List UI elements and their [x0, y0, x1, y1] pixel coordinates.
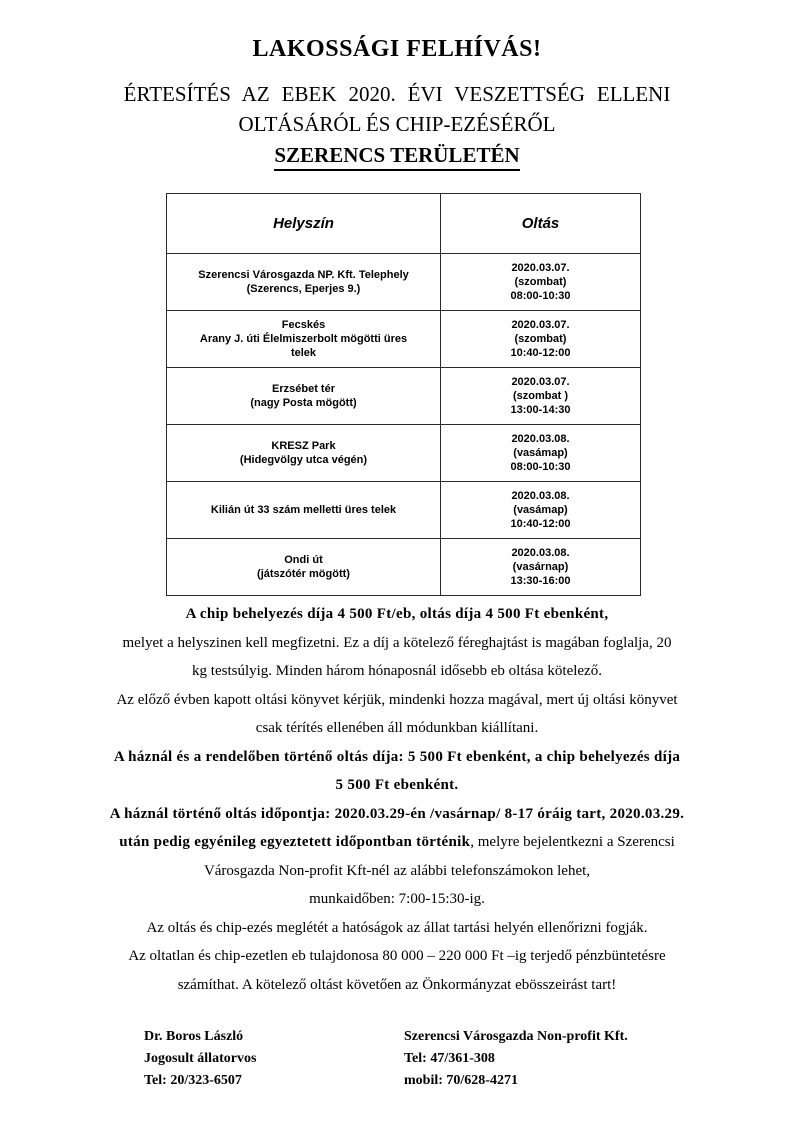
page-subtitle — [40, 79, 754, 139]
body-line — [56, 657, 738, 686]
schedule-cell — [441, 368, 641, 425]
cell-line: (vasárnap) — [512, 561, 569, 573]
text-segment: Az oltatlan és chip-ezetlen eb tulajdonosa 80 000 – 220 000 Ft –ig terjedő pénzbüntetésre — [128, 948, 666, 964]
section-title — [0, 143, 794, 171]
location-cell — [167, 254, 441, 311]
schedule-cell — [441, 254, 641, 311]
section-title-text: SZERENCS TERÜLETÉN — [274, 143, 519, 171]
schedule-cell — [441, 311, 641, 368]
cell-line: Ondi út — [284, 554, 323, 566]
location-cell — [167, 539, 441, 596]
cell-line: Erzsébet tér — [272, 383, 335, 395]
text-segment: munkaidőben: 7:00-15:30-ig. — [309, 891, 485, 907]
body-line — [56, 600, 738, 629]
table-row — [167, 539, 641, 596]
cell-line: 2020.03.07. — [511, 319, 570, 331]
body-line — [56, 971, 738, 1000]
text-segment: A chip behelyezés díja 4 500 Ft/eb, oltás díja 4 500 Ft ebenként, — [185, 606, 609, 622]
location-cell — [167, 311, 441, 368]
body-line — [56, 771, 738, 800]
body-line — [56, 942, 738, 971]
location-cell — [167, 368, 441, 425]
text-segment: Városgazda Non-profit Kft-nél az alábbi telefonszámokon lehet, — [203, 862, 591, 879]
schedule-table-body — [167, 254, 641, 596]
body-line — [56, 743, 738, 772]
cell-line: 10:40-12:00 — [510, 518, 571, 530]
cell-line: (Szerencs, Eperjes 9.) — [246, 283, 361, 295]
location-cell — [167, 482, 441, 539]
cell-line: 13:30-16:00 — [510, 575, 571, 587]
table-row — [167, 311, 641, 368]
body-line — [56, 885, 738, 914]
cell-line: 08:00-10:30 — [510, 461, 571, 473]
table-header-row — [167, 194, 641, 254]
cell-line: (vasámap) — [513, 504, 568, 516]
cell-line: (Hidegvölgy utca végén) — [239, 454, 368, 466]
cell-line: (szombat) — [514, 276, 567, 288]
text-segment: csak térítés ellenében áll módunkban kiállítani. — [255, 720, 539, 736]
cell-line: 2020.03.07. — [511, 376, 570, 388]
table-row — [167, 368, 641, 425]
footer-line: Jogosult állatorvos — [144, 1051, 257, 1066]
schedule-table — [166, 193, 641, 596]
body-line — [56, 686, 738, 715]
header-vaccination: Oltás — [441, 194, 641, 254]
body-line — [56, 828, 738, 857]
body-line — [56, 800, 738, 829]
cell-line: 10:40-12:00 — [510, 347, 571, 359]
footer-line: Tel: 47/361-308 — [404, 1051, 495, 1066]
cell-line: (szombat ) — [513, 390, 568, 402]
cell-line: (szombat) — [514, 333, 567, 345]
page-title: LAKOSSÁGI FELHÍVÁS! — [252, 36, 542, 62]
footer-line: Tel: 20/323-6507 — [144, 1073, 242, 1088]
text-segment: melyet a helyszinen kell megfizetni. Ez a díj a kötelező féreghajtást is magában foglalja, 20 — [122, 634, 672, 651]
schedule-cell — [441, 482, 641, 539]
table-row — [167, 254, 641, 311]
cell-line: 2020.03.08. — [511, 433, 570, 445]
body-line — [56, 629, 738, 658]
text-segment: Az oltás és chip-ezés meglétét a hatóságok az állat tartási helyén ellenőrizni fogják. — [146, 919, 648, 936]
cell-line: 2020.03.08. — [511, 490, 570, 502]
schedule-cell — [441, 425, 641, 482]
body-line — [56, 714, 738, 743]
cell-line: (vasámap) — [513, 447, 568, 459]
footer-line: Szerencsi Városgazda Non-profit Kft. — [404, 1029, 628, 1044]
cell-line: Szerencsi Városgazda NP. Kft. Telephely — [198, 269, 409, 281]
location-cell — [167, 425, 441, 482]
body-line — [56, 914, 738, 943]
cell-line: 2020.03.08. — [511, 547, 570, 559]
cell-line: KRESZ Park — [271, 440, 336, 452]
cell-line: Kilián út 33 szám melletti üres telek — [210, 504, 397, 516]
subtitle-line-1: ÉRTESÍTÉS AZ EBEK 2020. ÉVI VESZETTSÉG ELLENI — [123, 82, 671, 106]
cell-line: 08:00-10:30 — [510, 290, 571, 302]
cell-line: 13:00-14:30 — [510, 404, 571, 416]
body-text — [56, 600, 738, 999]
cell-line: telek — [290, 347, 317, 359]
text-segment: , melyre bejelentkezni a Szerencsi — [470, 834, 675, 850]
table-row — [167, 482, 641, 539]
cell-line: Fecskés — [281, 319, 326, 331]
body-line — [56, 857, 738, 886]
table-row — [167, 425, 641, 482]
text-segment: 5 500 Ft ebenként. — [335, 777, 459, 793]
text-segment: A háznál és a rendelőben történő oltás díja: 5 500 Ft ebenként, a chip behelyezés díja — [113, 748, 681, 765]
footer-line: mobil: 70/628-4271 — [404, 1073, 518, 1088]
text-segment: A háznál történő oltás időpontja: 2020.03.29-én /vasárnap/ 8-17 óráig tart, 2020.03.29. — [109, 805, 685, 822]
header-location: Helyszín — [167, 194, 441, 254]
schedule-cell — [441, 539, 641, 596]
cell-line: 2020.03.07. — [511, 262, 570, 274]
cell-line: (nagy Posta mögött) — [250, 397, 357, 409]
cell-line: Arany J. úti Élelmiszerbolt mögötti üres — [199, 333, 408, 345]
subtitle-line-2: OLTÁSÁRÓL ÉS CHIP-EZÉSÉRŐL — [238, 112, 556, 136]
cell-line: (játszótér mögött) — [257, 568, 350, 580]
footer-left — [144, 1026, 256, 1092]
text-segment: Az előző évben kapott oltási könyvet kérjük, mindenki hozza magával, mert új oltási könyvet — [116, 691, 678, 708]
text-segment: kg testsúlyig. Minden három hónaposnál idősebb eb oltása kötelező. — [192, 663, 602, 679]
text-segment: számíthat. A kötelező oltást követően az Önkormányzat ebösszeirást tart! — [177, 976, 617, 993]
text-segment: után pedig egyénileg egyeztetett időpontban történik — [119, 834, 471, 850]
footer-line: Dr. Boros László — [144, 1029, 244, 1044]
footer-right — [404, 1026, 628, 1092]
